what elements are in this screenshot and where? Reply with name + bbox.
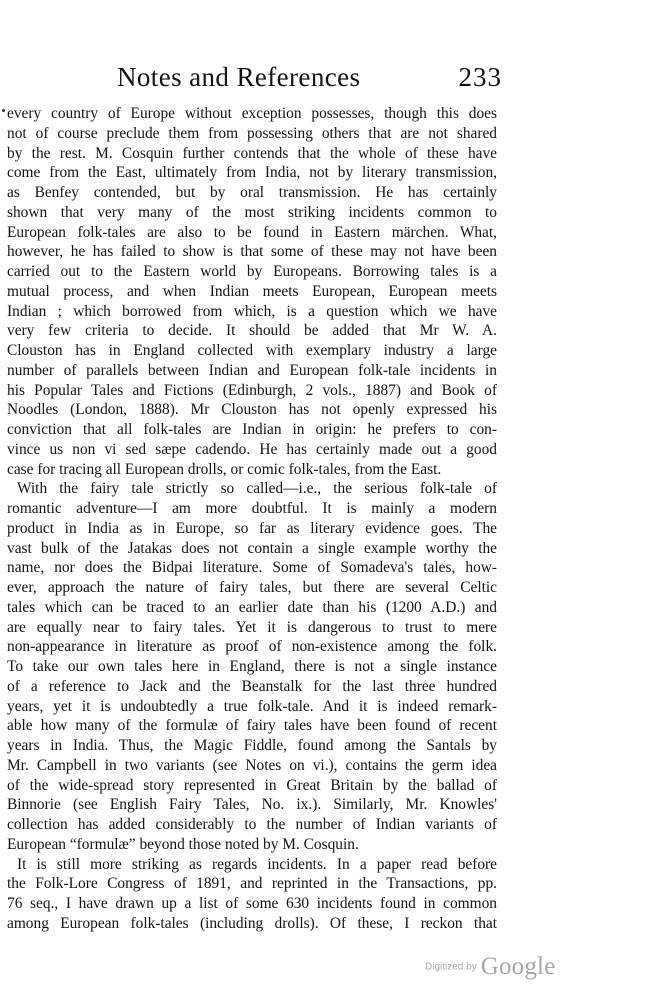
text-line: 76 seq., I have drawn up a list of some 630 incidents found in common	[7, 895, 497, 912]
text-line: very few criteria to decide. It should be added that Mr W. A.	[7, 322, 497, 340]
watermark-logo: Google	[480, 953, 556, 980]
digitization-watermark	[425, 953, 556, 981]
text-line: non-appearance in literature as proof of non-existence among the folk.	[7, 638, 497, 656]
text-line: vince us non vi sed sæpe cadendo. He has certainly made out a good	[7, 440, 497, 458]
text-line: ever, approach the nature of fairy tales, but there are several Celtic	[7, 579, 497, 596]
watermark-prefix: Digitized by	[425, 961, 477, 973]
text-line: vast bulk of the Jatakas does not contain a single example worthy the	[7, 539, 497, 557]
text-line: Clouston has in England collected with exemplary industry a large	[7, 342, 497, 359]
text-line: Binnorie (see English Fairy Tales, No. ix.). Similarly, Mr. Knowles'	[7, 796, 497, 814]
text-line: by the rest. M. Cosquin further contends that the whole of these have	[7, 144, 497, 162]
text-line: able how many of the formulæ of fairy tales have been found of recent	[7, 717, 497, 735]
running-head	[117, 62, 502, 96]
text-line: Indian ; which borrowed from which, is a question which we have	[7, 302, 497, 320]
text-line: carried out to the Eastern world by Europeans. Borrowing tales is a	[7, 263, 497, 280]
text-line: years in India. Thus, the Magic Fiddle, found among the Santals by	[7, 737, 497, 754]
running-title: Notes and References	[117, 62, 361, 92]
text-line: of the wide-spread story represented in Great Britain by the ballad of	[7, 776, 497, 794]
text-line: conviction that all folk-tales are Indian in origin: he prefers to con-	[7, 421, 497, 438]
margin-dot	[2, 109, 5, 112]
text-line: name, nor does the Bidpai literature. Some of Somadeva's tales, how-	[7, 559, 497, 577]
text-line: mutual process, and when Indian meets European, European meets	[7, 282, 497, 300]
text-line: number of parallels between Indian and European folk-tale incidents in	[7, 361, 497, 379]
text-line: product in India as in Europe, so far as literary evidence goes. The	[7, 519, 497, 537]
text-line: shown that very many of the most striking incidents common to	[7, 203, 497, 221]
text-line: not of course preclude them from possessing others that are not shared	[7, 124, 497, 142]
text-line: tales which can be traced to an earlier date than his (1200 A.D.) and	[7, 598, 497, 616]
text-line: his Popular Tales and Fictions (Edinburgh, 2 vols., 1887) and Book of	[7, 381, 497, 399]
text-line: among European folk-tales (including drolls). Of these, I reckon that	[7, 914, 497, 932]
text-line: of a reference to Jack and the Beanstalk for the last three hundred	[7, 677, 497, 695]
page-number: 233	[458, 62, 502, 92]
text-line: It is still more striking as regards incidents. In a paper read before	[17, 855, 497, 873]
text-line: as Benfey contended, but by oral transmission. He has certainly	[7, 184, 497, 201]
text-line: are equally near to fairy tales. Yet it is dangerous to trust to mere	[7, 618, 497, 636]
text-line: years, yet it is undoubtedly a true folk-tale. And it is indeed remark-	[7, 697, 497, 715]
text-line: Noodles (London, 1888). Mr Clouston has not openly expressed his	[7, 401, 497, 419]
text-line: however, he has failed to show is that some of these may not have been	[7, 243, 497, 261]
text-line: case for tracing all European drolls, or comic folk-tales, from the East.	[7, 460, 442, 478]
text-line: collection has added considerably to the number of Indian variants of	[7, 816, 497, 833]
text-line: come from the East, ultimately from India, not by literary transmission,	[7, 164, 497, 182]
text-line: European folk-tales are also to be found in Eastern märchen. What,	[7, 223, 497, 241]
text-line: Mr. Campbell in two variants (see Notes on vi.), contains the germ idea	[7, 756, 497, 774]
text-line: With the fairy tale strictly so called—i.e., the serious folk-tale of	[17, 480, 497, 498]
text-line: To take our own tales here in England, there is not a single instance	[7, 658, 497, 675]
body-text	[7, 104, 497, 934]
text-line: the Folk-Lore Congress of 1891, and reprinted in the Transactions, pp.	[7, 875, 497, 893]
text-line: every country of Europe without exception possesses, though this does	[7, 105, 497, 122]
text-line: European “formulæ” beyond those noted by M. Cosquin.	[7, 835, 359, 853]
text-line: romantic adventure—I am more doubtful. It is mainly a modern	[7, 500, 497, 517]
